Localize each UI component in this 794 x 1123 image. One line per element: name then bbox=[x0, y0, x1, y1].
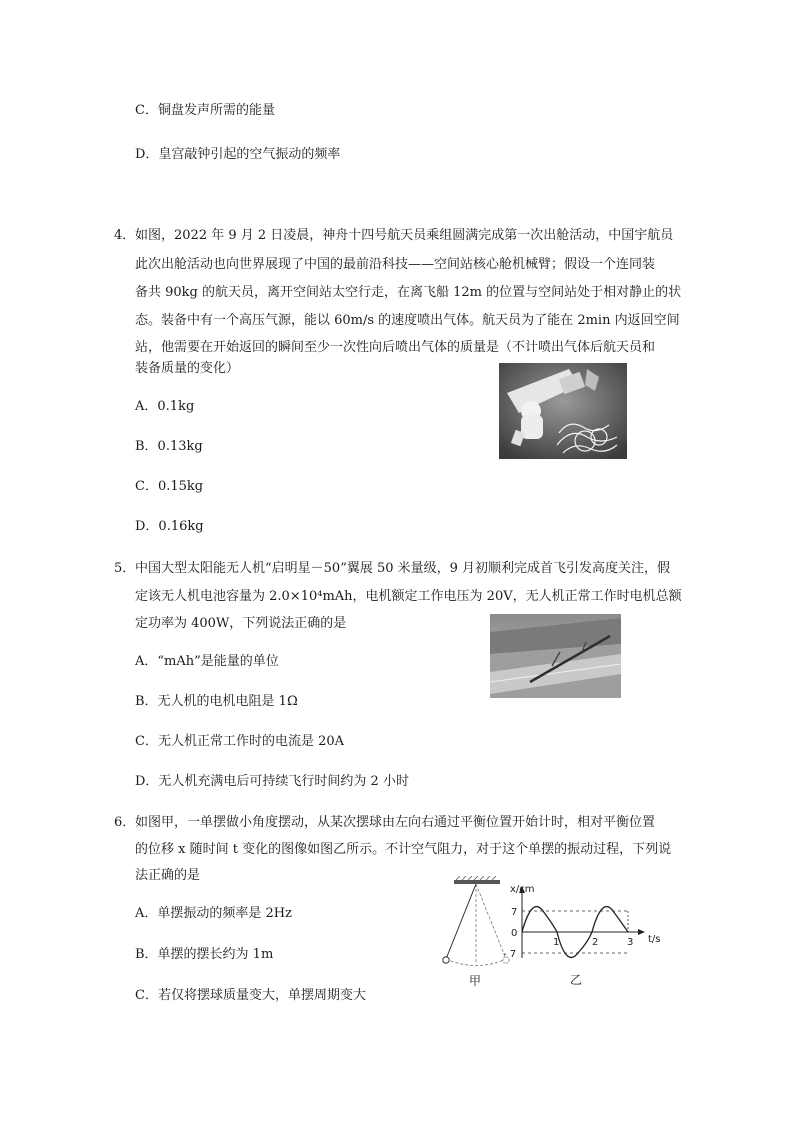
figure-yi-label: 乙 bbox=[570, 973, 583, 987]
q5-stem-line-1: 中国大型太阳能无人机“启明星－50”翼展 50 米量级，9 月初顺利完成首飞引发高度关注，假 bbox=[135, 561, 671, 576]
q4-option-b: B．0.13kg bbox=[135, 439, 203, 454]
q5-number: 5． bbox=[114, 561, 136, 576]
q6-option-c: C．若仅将摆球质量变大，单摆周期变大 bbox=[135, 988, 366, 1003]
q4-stem-line-1: 如图，2022 年 9 月 2 日凌晨，神舟十四号航天员乘组圆满完成第一次出舱活动，中国宇航员 bbox=[135, 228, 674, 243]
q5-option-a: A．“mAh”是能量的单位 bbox=[135, 654, 279, 669]
q4-stem-line-2: 此次出舱活动也向世界展现了中国的最前沿科技——空间站核心舱机械臂；假设一个连同装 bbox=[135, 257, 656, 272]
q5-option-d: D．无人机充满电后可持续飞行时间约为 2 小时 bbox=[135, 774, 409, 789]
q6-number: 6． bbox=[114, 815, 136, 830]
q6-stem-line-2: 的位移 x 随时间 t 变化的图像如图乙所示。不计空气阻力，对于这个单摆的振动过程，下列说 bbox=[135, 842, 672, 857]
q6-option-a: A．单摆振动的频率是 2Hz bbox=[135, 906, 292, 921]
q5-stem-line-3: 定功率为 400W，下列说法正确的是 bbox=[135, 616, 347, 631]
solar-drone-photo bbox=[490, 614, 621, 698]
q4-stem-line-6: 装备质量的变化） bbox=[135, 361, 240, 376]
q4-stem-line-5: 站，他需要在开始返回的瞬间至少一次性向后喷出气体的质量是（不计喷出气体后航天员和 bbox=[135, 340, 656, 355]
q4-option-d: D．0.16kg bbox=[135, 519, 204, 534]
q4-number: 4． bbox=[114, 228, 136, 243]
figure-jia-label: 甲 bbox=[469, 974, 482, 988]
q6-stem-line-1: 如图甲，一单摆做小角度摆动，从某次摆球由左向右通过平衡位置开始计时，相对平衡位置 bbox=[135, 815, 656, 830]
q4-option-a: A．0.1kg bbox=[135, 399, 195, 414]
q4-option-c: C．0.15kg bbox=[135, 479, 204, 494]
q3-option-d: D．皇宫敲钟引起的空气振动的频率 bbox=[135, 147, 341, 162]
graph-y-axis-label: x/cm bbox=[510, 884, 535, 895]
astronaut-robotic-arm-photo-icon bbox=[499, 363, 627, 459]
q5-option-c: C．无人机正常工作时的电流是 20A bbox=[135, 734, 345, 749]
graph-y-tick-0: 0 bbox=[511, 928, 518, 939]
graph-x-tick-3: 3 bbox=[627, 937, 634, 948]
solar-drone-runway-photo-icon bbox=[490, 614, 621, 698]
graph-x-tick-1: 1 bbox=[553, 937, 560, 948]
graph-x-tick-2: 2 bbox=[592, 937, 599, 948]
graph-y-tick-7: 7 bbox=[511, 907, 518, 918]
graph-y-tick-neg7: - 7 bbox=[503, 949, 517, 960]
q6-option-b: B．单摆的摆长约为 1m bbox=[135, 947, 274, 962]
oscillation-graph bbox=[500, 880, 668, 990]
pendulum-support bbox=[454, 880, 500, 884]
q4-stem-line-4: 态。装备中有一个高压气源，能以 60m/s 的速度喷出气体。航天员为了能在 2min 内返回空间 bbox=[135, 313, 680, 328]
q5-option-b: B．无人机的电机电阻是 1Ω bbox=[135, 694, 298, 709]
pendulum-bob bbox=[443, 957, 449, 963]
q5-stem-line-2: 定该无人机电池容量为 2.0×10⁴mAh，电机额定工作电压为 20V，无人机正常工作时电机总额 bbox=[135, 589, 682, 604]
q3-option-c: C．铜盘发声所需的能量 bbox=[135, 103, 275, 118]
pendulum-string bbox=[446, 884, 476, 959]
q6-stem-line-3: 法正确的是 bbox=[135, 868, 201, 883]
graph-x-axis-label: t/s bbox=[648, 934, 661, 945]
q4-stem-line-3: 备共 90kg 的航天员，离开空间站太空行走，在离飞船 12m 的位置与空间站处于相对静止的状 bbox=[135, 285, 682, 300]
astronaut-photo bbox=[499, 363, 627, 459]
